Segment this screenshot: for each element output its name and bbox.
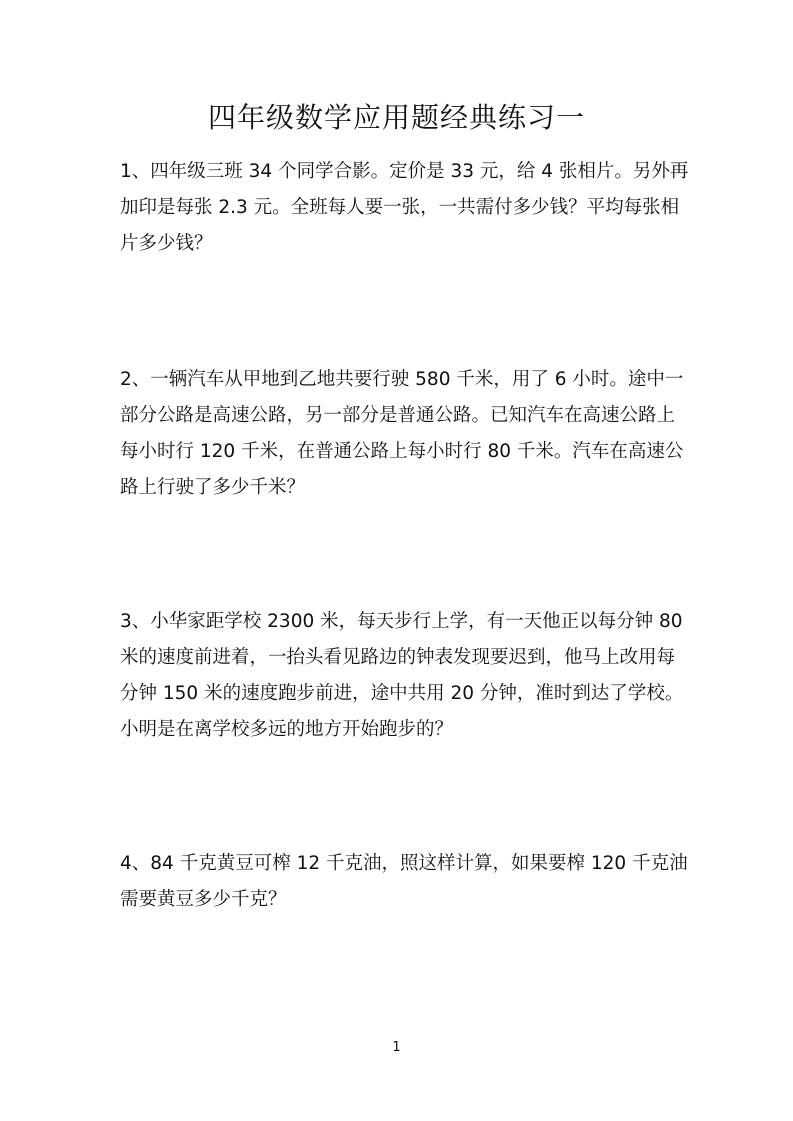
problem-2-line-2: 部分公路是高速公路，另一部分是普通公路。已知汽车在高速公路上 [120,405,676,426]
document-title: 四年级数学应用题经典练习一 [207,101,585,134]
problem-2 [120,362,684,506]
problem-3-line-1: 3、小华家距学校 2300 米，每天步行上学，有一天他正以每分钟 80 [120,611,683,632]
problem-4-line-1: 4、84 千克黄豆可榨 12 千克油，照这样计算，如果要榨 120 千克油 [120,853,688,874]
problem-3 [120,604,684,748]
page-number: 1 [392,1040,401,1055]
problem-1-line-3: 片多少钱？ [120,233,213,254]
problem-2-line-4: 路上行驶了多少千米？ [120,477,306,498]
problem-4-line-2: 需要黄豆多少千克？ [120,889,287,910]
problem-3-line-2: 米的速度前进着，一抬头看见路边的钟表发现要迟到，他马上改用每 [120,647,676,668]
problem-1 [120,154,689,262]
problem-3-line-4: 小明是在离学校多远的地方开始跑步的？ [120,719,454,740]
problem-1-line-1: 1、四年级三班 34 个同学合影。定价是 33 元，给 4 张相片。另外再 [120,161,689,182]
problem-2-line-1: 2、一辆汽车从甲地到乙地共要行驶 580 千米，用了 6 小时。途中一 [120,369,684,390]
problem-1-line-2: 加印是每张 2.3 元。全班每人要一张，一共需付多少钱？平均每张相 [120,197,680,218]
problem-3-line-3: 分钟 150 米的速度跑步前进，途中共用 20 分钟，准时到达了学校。 [120,683,684,704]
problem-4 [120,846,688,918]
problem-2-line-3: 每小时行 120 千米，在普通公路上每小时行 80 千米。汽车在高速公 [120,441,684,462]
